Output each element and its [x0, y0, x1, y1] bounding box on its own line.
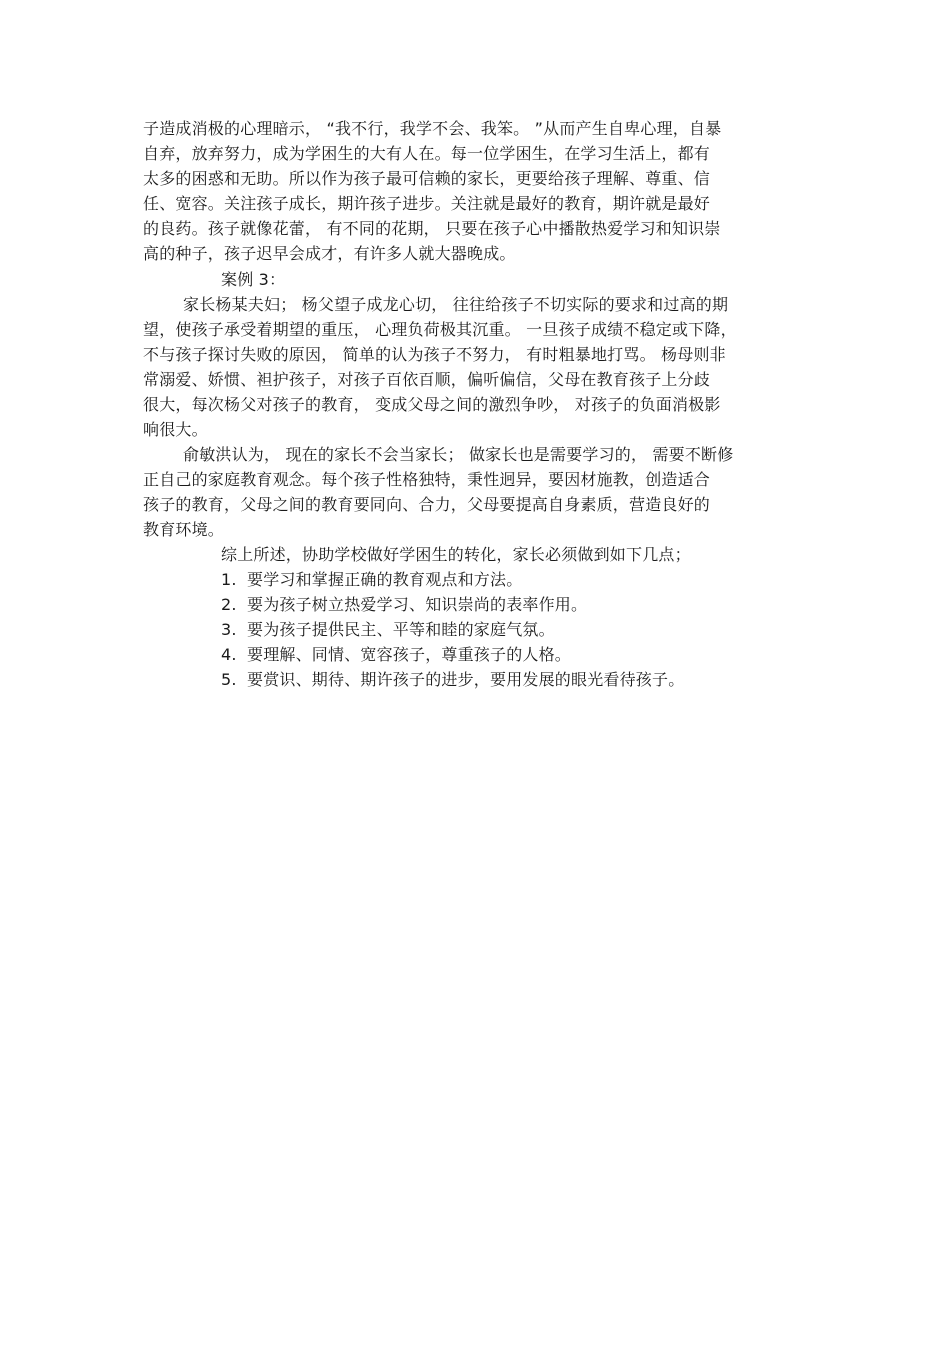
list-item-text: 要赏识、期待、期许孩子的进步，要用发展的眼光看待孩子。 — [247, 670, 685, 689]
paragraph-1-line-3: 太多的困惑和无助。所以作为孩子最可信赖的家长，更要给孩子理解、尊重、信 — [143, 169, 711, 188]
list-item-text: 要为孩子树立热爱学习、知识崇尚的表率作用。 — [247, 595, 588, 614]
paragraph-2-line-3: 不与孩子探讨失败的原因， 简单的认为孩子不努力， 有时粗暴地打骂。 杨母则非 — [143, 345, 726, 364]
paragraph-2-line-6: 响很大。 — [143, 420, 208, 439]
list-item — [221, 667, 684, 692]
list-item-number: 1. — [221, 570, 237, 589]
paragraph-1-line-6: 高的种子，孩子迟早会成才，有许多人就大器晚成。 — [143, 244, 516, 263]
paragraph-3-line-1: 俞敏洪认为， 现在的家长不会当家长； 做家长也是需要学习的， 需要不断修 — [183, 445, 734, 464]
paragraph-3-line-3: 孩子的教育，父母之间的教育要同向、合力，父母要提高自身素质，营造良好的 — [143, 495, 711, 514]
list-item-number: 2. — [221, 595, 237, 614]
paragraph-1-line-2: 自弃，放弃努力，成为学困生的大有人在。每一位学困生，在学习生活上，都有 — [143, 144, 711, 163]
paragraph-1-line-4: 任、宽容。关注孩子成长，期许孩子进步。关注就是最好的教育，期许就是最好 — [143, 194, 711, 213]
list-item — [221, 567, 522, 592]
list-item — [221, 642, 571, 667]
list-item-number: 3. — [221, 620, 237, 639]
paragraph-2-line-1: 家长杨某夫妇； 杨父望子成龙心切， 往往给孩子不切实际的要求和过高的期 — [183, 295, 729, 314]
list-item-text: 要理解、同情、宽容孩子，尊重孩子的人格。 — [247, 645, 572, 664]
paragraph-2-line-2: 望，使孩子承受着期望的重压， 心理负荷极其沉重。 一旦孩子成绩不稳定或下降， — [143, 320, 737, 339]
paragraph-3-line-2: 正自己的家庭教育观念。每个孩子性格独特，秉性迥异，要因材施教，创造适合 — [143, 470, 711, 489]
paragraph-1-line-5: 的良药。孩子就像花蕾， 有不同的花期， 只要在孩子心中播散热爱学习和知识崇 — [143, 219, 721, 238]
list-item-number: 5. — [221, 670, 237, 689]
summary-line: 综上所述，协助学校做好学困生的转化，家长必须做到如下几点； — [221, 545, 691, 564]
paragraph-3-line-4: 教育环境。 — [143, 520, 225, 539]
case-heading: 案例 3： — [221, 270, 286, 289]
list-item-text: 要学习和掌握正确的教育观点和方法。 — [247, 570, 523, 589]
paragraph-2-line-5: 很大，每次杨父对孩子的教育， 变成父母之间的激烈争吵， 对孩子的负面消极影 — [143, 395, 721, 414]
list-item-number: 4. — [221, 645, 237, 664]
paragraph-2-line-4: 常溺爱、娇惯、袒护孩子，对孩子百依百顺，偏听偏信，父母在教育孩子上分歧 — [143, 370, 711, 389]
list-item — [221, 617, 555, 642]
list-item — [221, 592, 587, 617]
paragraph-1-line-1: 子造成消极的心理暗示， “我不行，我学不会、我笨。 ”从而产生自卑心理，自暴 — [143, 119, 722, 138]
list-item-text: 要为孩子提供民主、平等和睦的家庭气氛。 — [247, 620, 555, 639]
